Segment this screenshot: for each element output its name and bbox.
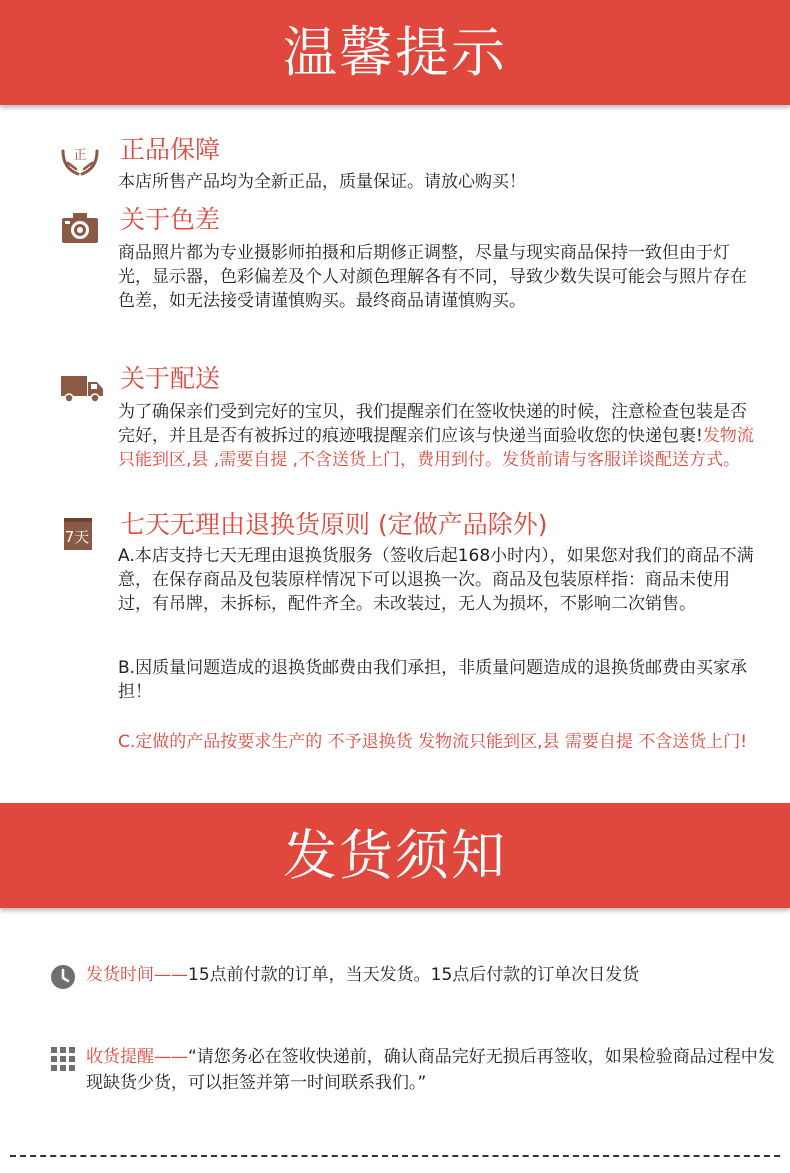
section-returns	[0, 510, 790, 790]
section-color-difference	[0, 205, 790, 345]
receipt-reminder-text	[86, 1044, 776, 1096]
section-body	[118, 400, 758, 472]
grid-icon	[50, 1046, 76, 1072]
shipping-time-detail: 15点前付款的订单，当天发货。15点后付款的订单次日发货	[188, 965, 640, 985]
header-banner-shipping	[0, 803, 790, 908]
section-title: 关于色差	[120, 205, 221, 234]
section-body: 商品照片都为专业摄影师拍摄和后期修正调整，尽量与现实商品保持一致但由于灯光，显示器，色彩偏差及个人对颜色理解各有不同，导致少数失误可能会与照片存在色差，如无法接受请谨慎购买。最终商品请谨慎购买。	[118, 243, 747, 311]
banner-title: 发货须知	[283, 823, 507, 887]
returns-para-a: A.本店支持七天无理由退换货服务（签收后起168小时内），如果您对我们的商品不满意，在保存商品及包装原样情况下可以退换一次。商品及包装原样指：商品未使用过，有吊牌，未拆标，配件齐全。未改装过，无人为损坏，不影响二次销售。	[118, 546, 754, 614]
delivery-note: 为了确保亲们受到完好的宝贝，我们提醒亲们在签收快递的时候，注意检查包装是否完好，并且是否有被拆过的痕迹哦提醒亲们应该与快递当面验收您的快递包裹!	[118, 402, 747, 446]
section-body: 本店所售产品均为全新正品，质量保证。请放心购买！	[118, 172, 526, 192]
shipping-time-text	[86, 962, 776, 988]
clock-icon	[50, 964, 76, 990]
returns-para-c: C.定做的产品按要求生产的 不予退换货 发物流只能到区,县 需要自提 不含送货上门!	[118, 732, 748, 752]
header-banner-tips	[0, 0, 790, 105]
camera-icon	[60, 209, 100, 245]
receipt-reminder-detail: “请您务必在签收快递前，确认商品完好无损后再签收，如果检验商品过程中发现缺货少货，可以拒签并第一时间联系我们。”	[86, 1047, 775, 1093]
genuine-hands-icon	[60, 141, 100, 177]
section-title: 关于配送	[120, 364, 221, 393]
seven-day-calendar-icon	[62, 516, 94, 552]
receipt-reminder-label: 收货提醒——	[86, 1047, 188, 1067]
dashed-divider	[10, 1155, 780, 1157]
returns-para-b: B.因质量问题造成的退换货邮费由我们承担，非质量问题造成的退换货邮费由买家承担！	[118, 658, 748, 702]
section-title: 正品保障	[120, 135, 221, 164]
delivery-warning: 发物流只能到区,县 ,需要自提 ,不含送货上门，费用到付。发货前请与客服详谈配送方式。	[118, 426, 754, 470]
svg-text:正: 正	[73, 148, 87, 163]
shipping-time-label: 发货时间——	[86, 965, 188, 985]
shipping-time-row	[50, 962, 770, 994]
calendar-icon-text: 7天	[64, 528, 90, 546]
banner-title: 温馨提示	[283, 20, 507, 84]
section-delivery	[0, 364, 790, 504]
section-title: 七天无理由退换货原则 (定做产品除外)	[120, 510, 548, 539]
truck-icon	[60, 370, 104, 406]
section-genuine	[0, 135, 790, 205]
receipt-reminder-row	[50, 1044, 775, 1100]
